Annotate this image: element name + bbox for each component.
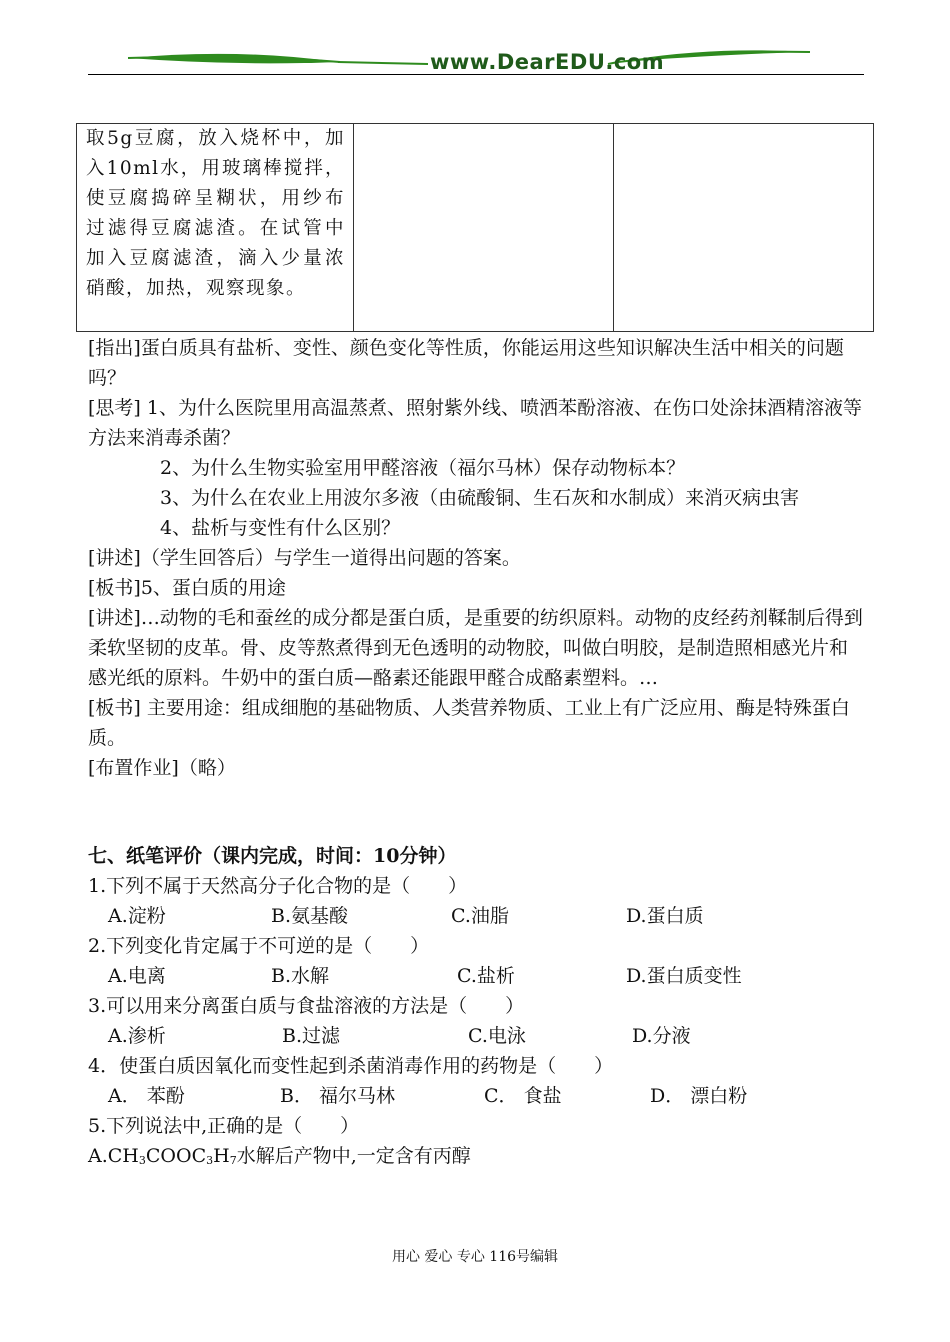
paragraph-think-2: 2、为什么生物实验室用甲醛溶液（福尔马林）保存动物标本？ bbox=[160, 457, 686, 479]
paragraph-homework: [布置作业]（略） bbox=[88, 757, 236, 779]
table-row bbox=[77, 124, 874, 332]
lesson-body bbox=[88, 333, 864, 1176]
question-options bbox=[88, 901, 864, 931]
option: A.渗析 bbox=[108, 1025, 166, 1047]
option: D.蛋白质变性 bbox=[626, 965, 742, 987]
question-stem: 2.下列变化肯定属于不可逆的是（ ） bbox=[88, 935, 430, 957]
paragraph-point-out: [指出]蛋白质具有盐析、变性、颜色变化等性质，你能运用这些知识解决生活中相关的问题吗？ bbox=[88, 337, 844, 389]
paragraph-narrate-1: [讲述]（学生回答后）与学生一道得出问题的答案。 bbox=[88, 547, 521, 569]
question-stem: 3.可以用来分离蛋白质与食盐溶液的方法是（ ） bbox=[88, 995, 525, 1017]
option: D.分液 bbox=[632, 1025, 691, 1047]
spacer bbox=[88, 783, 864, 841]
header-divider bbox=[88, 74, 864, 75]
table-cell-conclusion bbox=[614, 124, 874, 332]
option: B.氨基酸 bbox=[271, 905, 349, 927]
paragraph-think-3: 3、为什么在农业上用波尔多液（由硫酸铜、生石灰和水制成）来消灭病虫害 bbox=[160, 487, 800, 509]
question-option-a: $A.CH_3COOC_3H_7$水解后产物中,一定含有丙醇 bbox=[88, 1145, 471, 1167]
question-stem: 1.下列不属于天然高分子化合物的是（ ） bbox=[88, 875, 468, 897]
experiment-table bbox=[76, 123, 874, 332]
option: C.盐析 bbox=[457, 965, 515, 987]
site-logo-text[interactable]: www.DearEDU.com bbox=[430, 50, 665, 74]
option: C.油脂 bbox=[451, 905, 509, 927]
paragraph-narrate-2: [讲述]…动物的毛和蚕丝的成分都是蛋白质，是重要的纺织原料。动物的皮经药剂鞣制后得到柔软坚韧的皮革。骨、皮等熬煮得到无色透明的动物胶，叫做白明胶，是制造照相感光片和感光纸的原料。牛奶中的蛋白质—酪素还能跟甲醛合成酪素塑料。… bbox=[88, 607, 863, 689]
table-cell-phenomenon bbox=[354, 124, 614, 332]
table-cell-procedure: 取5g豆腐，放入烧杯中，加入10ml水，用玻璃棒搅拌，使豆腐捣碎呈糊状，用纱布过滤得豆腐滤渣。在试管中加入豆腐滤渣，滴入少量浓硝酸，加热，观察现象。 bbox=[77, 124, 354, 332]
question-options bbox=[88, 1081, 864, 1111]
question-options bbox=[88, 961, 864, 991]
option: B． 福尔马林 bbox=[280, 1085, 396, 1107]
question-stem: 5.下列说法中,正确的是（ ） bbox=[88, 1115, 360, 1137]
option: C． 食盐 bbox=[484, 1085, 562, 1107]
option: A.电离 bbox=[108, 965, 166, 987]
option: D． 漂白粉 bbox=[650, 1085, 748, 1107]
paragraph-board-2: [板书] 主要用途：组成细胞的基础物质、人类营养物质、工业上有广泛应用、酶是特殊蛋白质。 bbox=[88, 697, 850, 749]
option: A.淀粉 bbox=[108, 905, 166, 927]
question-stem: 4．使蛋白质因氧化而变性起到杀菌消毒作用的药物是（ ） bbox=[88, 1055, 614, 1077]
question-options bbox=[88, 1021, 864, 1051]
page-footer: 用心 爱心 专心 116号编辑 bbox=[391, 1249, 559, 1265]
section-title: 七、纸笔评价（课内完成，时间：10分钟） bbox=[88, 845, 457, 867]
paragraph-board-1: [板书]5、蛋白质的用途 bbox=[88, 577, 286, 599]
option: B.水解 bbox=[271, 965, 330, 987]
paragraph-think-4: 4、盐析与变性有什么区别？ bbox=[160, 517, 401, 539]
paragraph-think-1: [思考] 1、为什么医院里用高温蒸煮、照射紫外线、喷洒苯酚溶液、在伤口处涂抹酒精溶液等方法来消毒杀菌？ bbox=[88, 397, 862, 449]
option: B.过滤 bbox=[282, 1025, 341, 1047]
option: C.电泳 bbox=[468, 1025, 526, 1047]
option: A． 苯酚 bbox=[108, 1085, 185, 1107]
option: D.蛋白质 bbox=[626, 905, 704, 927]
